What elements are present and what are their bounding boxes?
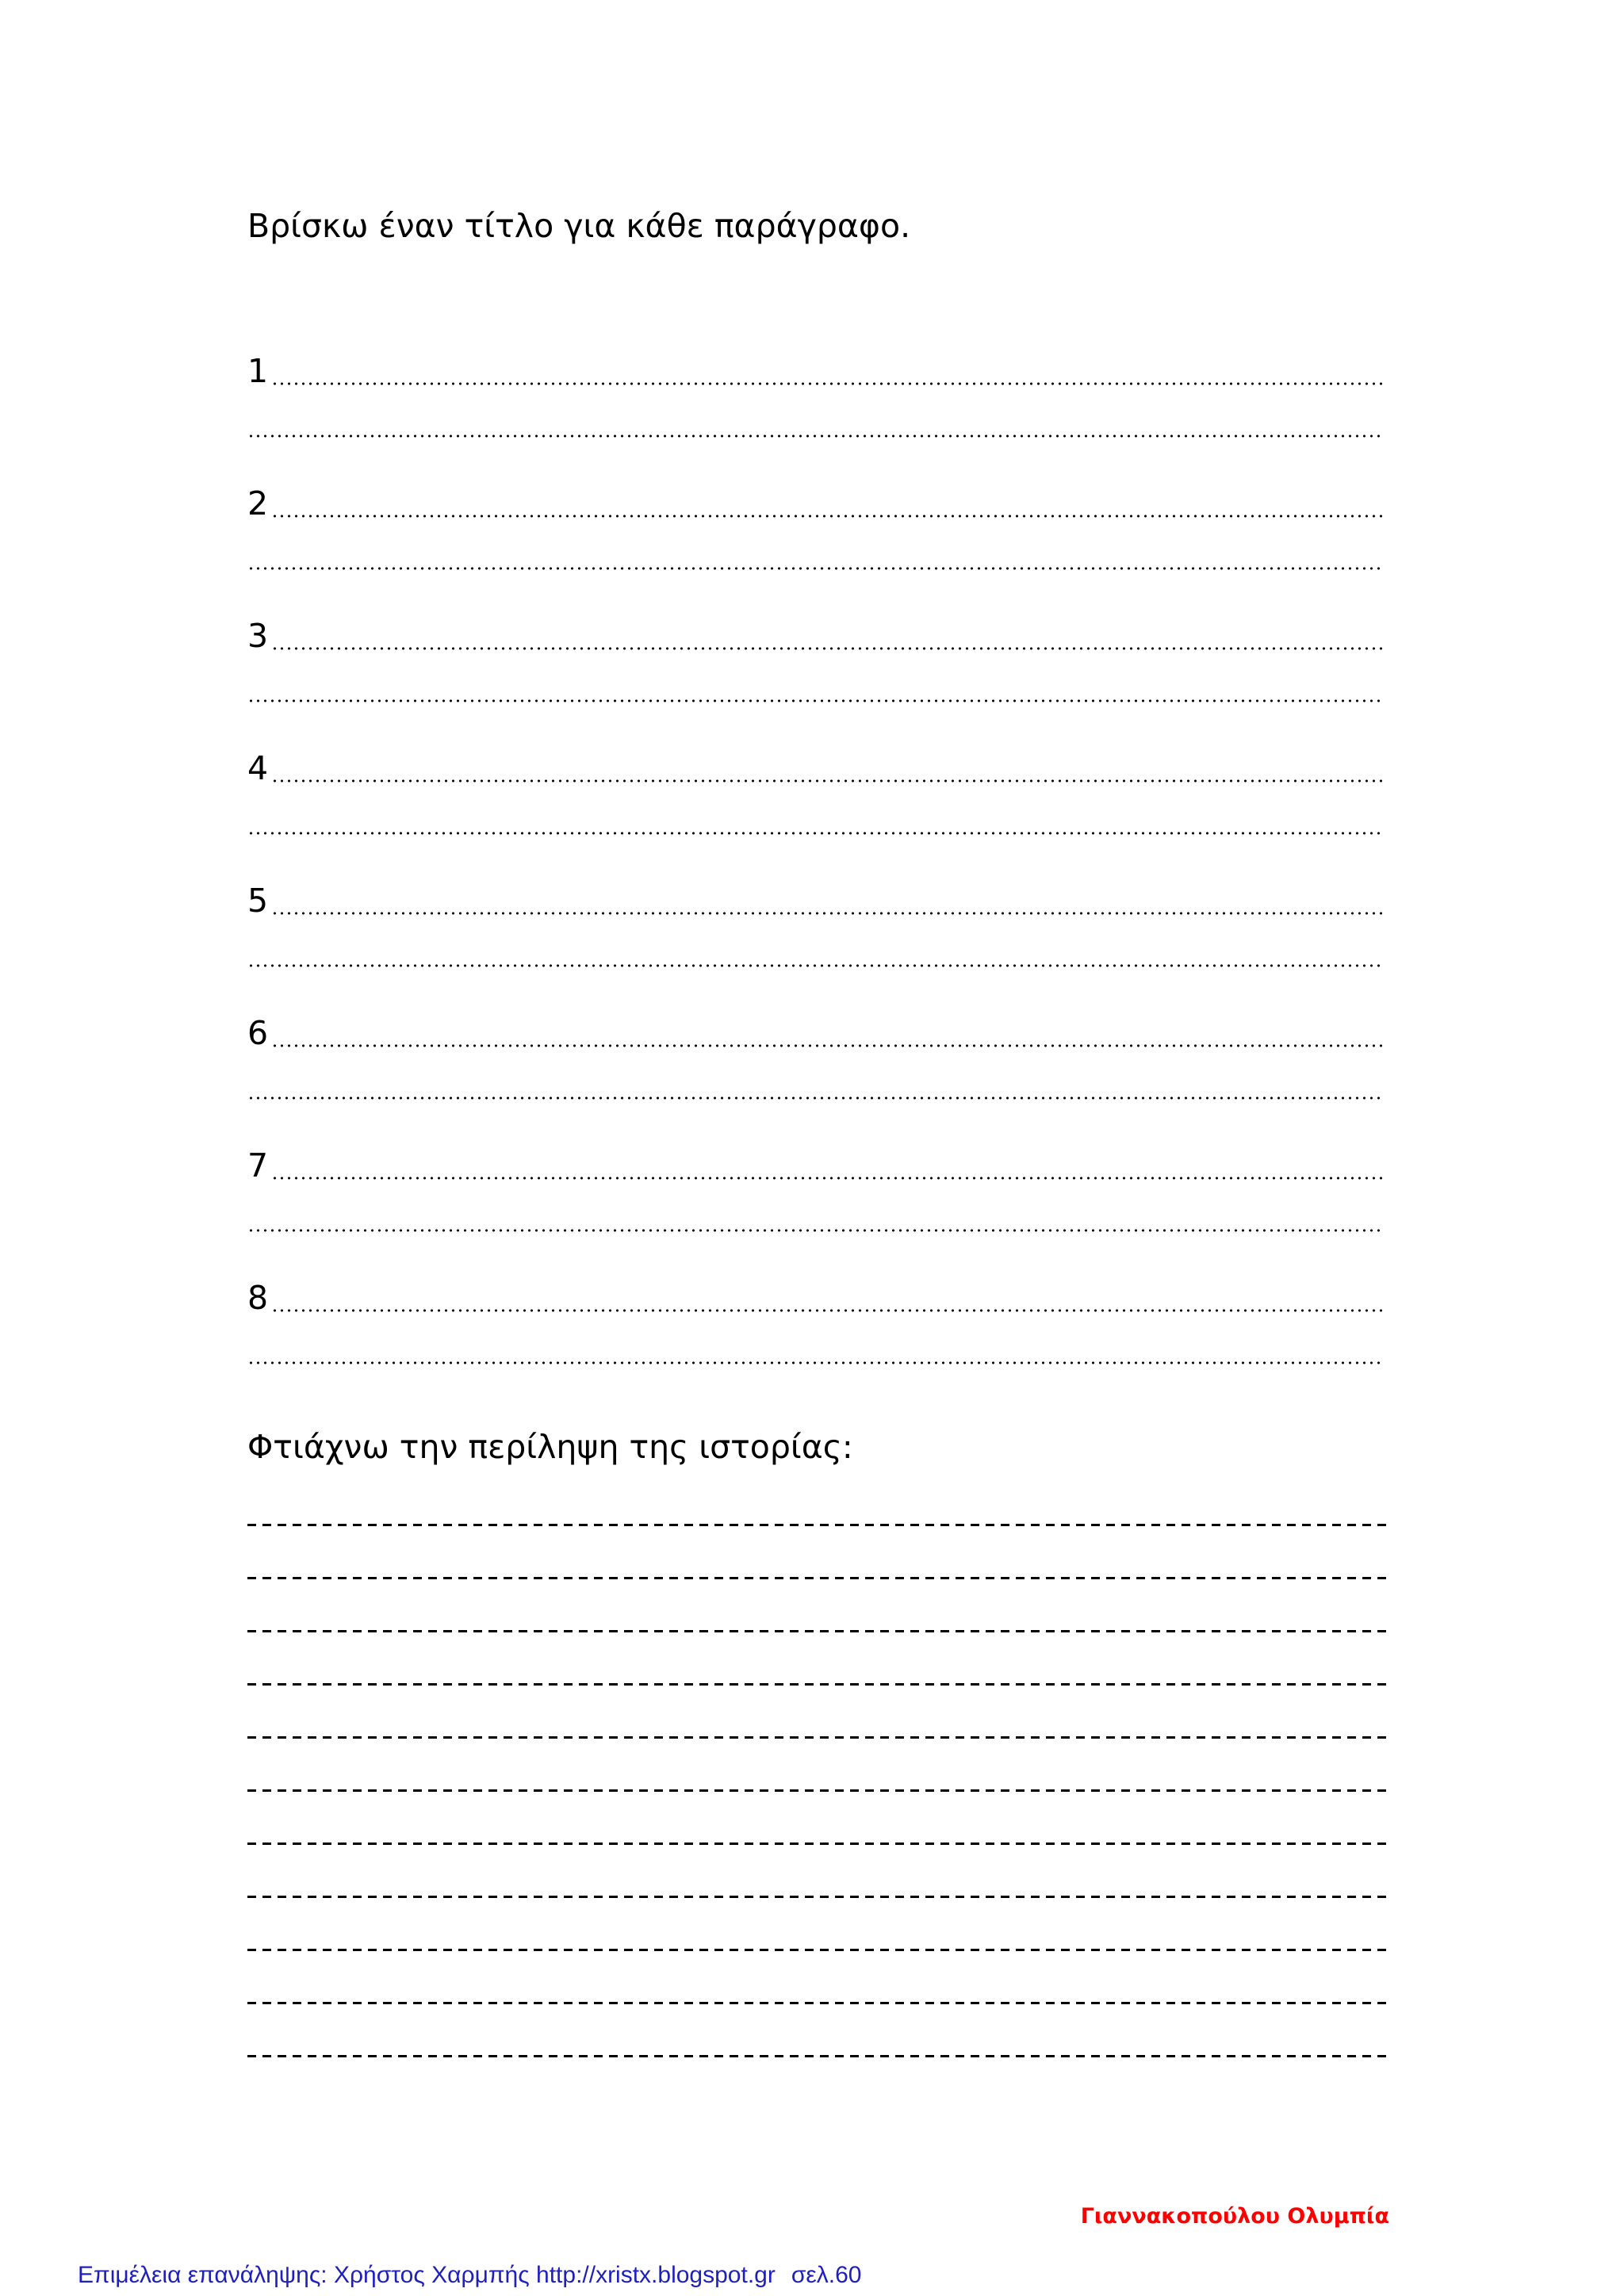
- dotted-leader: [247, 1096, 1383, 1100]
- footer-credit: Επιμέλεια επανάληψης: Χρήστος Χαρμπής http://xristx.blogspot.gr: [78, 2262, 776, 2288]
- title-answer-item: [247, 882, 1389, 989]
- dotted-leader: [247, 832, 1383, 835]
- summary-dashed-line[interactable]: [247, 1630, 1388, 1632]
- dotted-leader: [247, 1361, 1383, 1364]
- dotted-leader: [247, 1229, 1383, 1232]
- item-number: 1: [247, 352, 269, 390]
- item-number: 7: [247, 1146, 269, 1184]
- summary-heading: Φτιάχνω την περίληψη της ιστορίας:: [247, 1428, 853, 1466]
- answer-line-continuation[interactable]: [247, 674, 1383, 709]
- item-number: 3: [247, 617, 269, 655]
- summary-dashed-line[interactable]: [247, 1524, 1388, 1526]
- summary-dashed-line[interactable]: [247, 1683, 1388, 1686]
- summary-dashed-line[interactable]: [247, 2055, 1388, 2057]
- answer-line[interactable]: [247, 1279, 1383, 1318]
- author-name: Γιαννακοπούλου Ολυμπία: [1080, 2204, 1389, 2229]
- summary-dashed-line[interactable]: [247, 1949, 1388, 1951]
- item-number: 6: [247, 1014, 269, 1052]
- answer-line[interactable]: [247, 352, 1383, 392]
- answer-line-continuation[interactable]: [247, 541, 1383, 576]
- dotted-leader: [247, 567, 1383, 570]
- title-answer-item: [247, 1146, 1389, 1254]
- answer-line[interactable]: [247, 1146, 1383, 1186]
- item-number: 5: [247, 882, 269, 920]
- answer-line-continuation[interactable]: [247, 409, 1383, 444]
- footer-page-number: σελ.60: [791, 2262, 862, 2288]
- answer-line-continuation[interactable]: [247, 1071, 1383, 1106]
- answer-line-continuation[interactable]: [247, 939, 1383, 974]
- title-answer-item: [247, 1279, 1389, 1387]
- answer-line[interactable]: [247, 617, 1383, 656]
- item-number: 8: [247, 1279, 269, 1317]
- summary-dashed-line[interactable]: [247, 1736, 1388, 1739]
- summary-dashed-line[interactable]: [247, 1843, 1388, 1845]
- answer-line[interactable]: [247, 1014, 1383, 1054]
- summary-dashed-line[interactable]: [247, 1896, 1388, 1898]
- title-answer-item: [247, 352, 1389, 460]
- answer-line[interactable]: [247, 749, 1383, 789]
- page-title: Βρίσκω έναν τίτλο για κάθε παράγραφο.: [247, 207, 911, 245]
- dotted-leader: [271, 1177, 1383, 1180]
- answer-line-continuation[interactable]: [247, 806, 1383, 841]
- summary-dashed-line[interactable]: [247, 1577, 1388, 1579]
- dotted-leader: [247, 434, 1383, 438]
- summary-dashed-line[interactable]: [247, 1789, 1388, 1792]
- dotted-leader: [247, 964, 1383, 967]
- answer-line-continuation[interactable]: [247, 1336, 1383, 1371]
- item-number: 4: [247, 749, 269, 787]
- dotted-leader: [271, 1044, 1383, 1047]
- title-answer-item: [247, 484, 1389, 592]
- summary-dashed-line[interactable]: [247, 2002, 1388, 2004]
- dotted-leader: [247, 699, 1383, 702]
- item-number: 2: [247, 484, 269, 522]
- dotted-leader: [271, 382, 1383, 385]
- page-footer: [78, 2261, 877, 2290]
- answer-line-continuation[interactable]: [247, 1203, 1383, 1238]
- dotted-leader: [271, 647, 1383, 650]
- dotted-leader: [271, 515, 1383, 518]
- answer-line[interactable]: [247, 882, 1383, 921]
- title-answer-item: [247, 617, 1389, 725]
- dotted-leader: [271, 1309, 1383, 1312]
- title-answer-item: [247, 1014, 1389, 1122]
- dotted-leader: [271, 779, 1383, 783]
- answer-line[interactable]: [247, 484, 1383, 524]
- dotted-leader: [271, 912, 1383, 915]
- title-answer-item: [247, 749, 1389, 857]
